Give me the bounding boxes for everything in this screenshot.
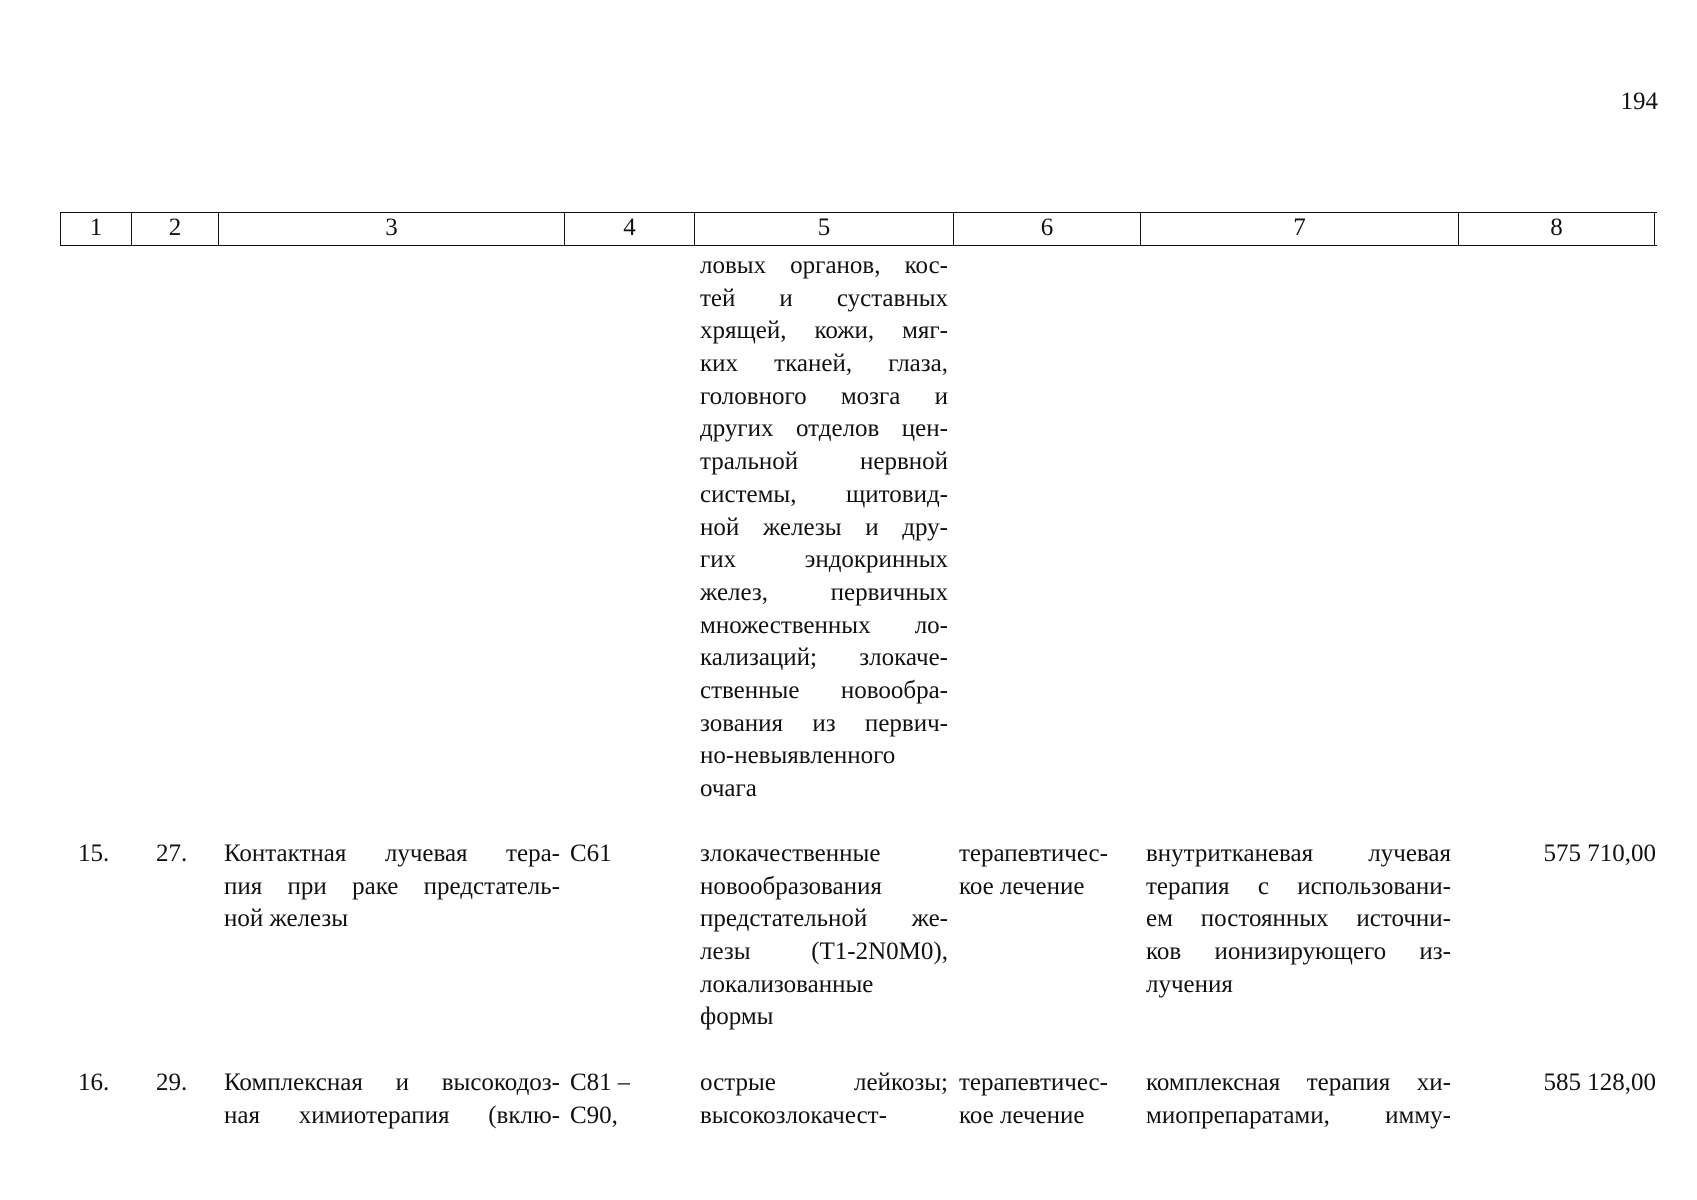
text-line: хрящей, кожи, мяг- xyxy=(700,317,948,345)
treatment-method xyxy=(1146,838,1451,1001)
text-line: ков ионизирующего из- xyxy=(1146,938,1451,966)
text-line: кализаций; злокаче- xyxy=(700,644,948,672)
page-number: 194 xyxy=(1620,88,1658,115)
text-line: формы xyxy=(700,1003,774,1031)
header-col-7: 7 xyxy=(1141,213,1459,245)
text-line: терапевтичес- xyxy=(959,1069,1108,1096)
text-line: зования из первич- xyxy=(700,709,948,737)
text-line: тральной нервной xyxy=(700,448,948,476)
text-line: новообразования xyxy=(700,872,882,900)
text-line: миопрепаратами, имму- xyxy=(1146,1101,1451,1129)
row-number: 16. xyxy=(78,1069,110,1096)
treatment-method xyxy=(1146,1067,1451,1132)
text-line: Контактная лучевая тера- xyxy=(224,840,560,867)
table-header-row xyxy=(60,212,1657,246)
text-line: гих эндокринных xyxy=(700,546,948,574)
text-line: головного мозга и xyxy=(700,382,948,410)
text-line: C90, xyxy=(570,1101,618,1129)
text-line: внутритканевая лучевая xyxy=(1146,840,1451,867)
text-line: множественных ло- xyxy=(700,611,948,639)
text-line: других отделов цен- xyxy=(700,415,948,443)
method-group-number: 27. xyxy=(156,840,188,867)
text-line: C61 xyxy=(570,840,612,867)
treatment-type xyxy=(959,1067,1108,1132)
text-line: ких тканей, глаза, xyxy=(700,350,948,378)
text-line: комплексная терапия хи- xyxy=(1146,1069,1451,1096)
text-line: очага xyxy=(700,775,757,802)
header-col-6: 6 xyxy=(954,213,1141,245)
continuation-col5 xyxy=(700,250,948,806)
text-line: ем постоянных источни- xyxy=(1146,905,1451,933)
header-col-2: 2 xyxy=(132,213,219,245)
text-line: терапия с использовани- xyxy=(1146,872,1451,900)
header-col-5: 5 xyxy=(695,213,954,245)
text-line: высокозлокачест- xyxy=(700,1101,887,1129)
text-line: ная химиотерапия (вклю- xyxy=(224,1101,560,1129)
text-line: тей и суставных xyxy=(700,284,948,312)
patient-model xyxy=(700,1067,948,1132)
method-group-number: 29. xyxy=(156,1069,188,1096)
patient-model xyxy=(700,838,948,1034)
text-line: терапевтичес- xyxy=(959,840,1108,867)
header-col-1: 1 xyxy=(61,213,132,245)
text-line: ной железы и дру- xyxy=(700,513,948,541)
cost-value: 585 128,00 xyxy=(1543,1069,1656,1096)
text-line: но-невыявленного xyxy=(700,742,896,770)
header-col-3: 3 xyxy=(219,213,565,245)
text-line: предстательной же- xyxy=(700,905,948,933)
text-line: лучения xyxy=(1146,970,1233,998)
text-line: ственные новообра- xyxy=(700,676,948,704)
text-line: Комплексная и высокодоз- xyxy=(224,1069,560,1096)
text-line: ловых органов, кос- xyxy=(700,252,948,279)
icd-code xyxy=(570,1067,630,1132)
text-line: острые лейкозы; xyxy=(700,1069,948,1096)
text-line: кое лечение xyxy=(959,1101,1085,1129)
treatment-type xyxy=(959,838,1108,903)
icd-code xyxy=(570,838,612,871)
text-line: локализованные xyxy=(700,970,874,998)
row-number: 15. xyxy=(78,840,110,867)
text-line: ной железы xyxy=(224,905,349,933)
text-line: злокачественные xyxy=(700,840,881,867)
text-line: системы, щитовид- xyxy=(700,480,948,508)
text-line: лезы (T1-2N0M0), xyxy=(700,938,948,966)
method-name xyxy=(224,838,560,936)
header-col-8: 8 xyxy=(1459,213,1655,245)
header-col-4: 4 xyxy=(565,213,695,245)
cost-value: 575 710,00 xyxy=(1543,840,1656,867)
text-line: кое лечение xyxy=(959,872,1085,900)
text-line: пия при раке предстатель- xyxy=(224,872,560,900)
text-line: C81 – xyxy=(570,1069,631,1096)
text-line: желез, первичных xyxy=(700,578,948,606)
method-name xyxy=(224,1067,560,1132)
